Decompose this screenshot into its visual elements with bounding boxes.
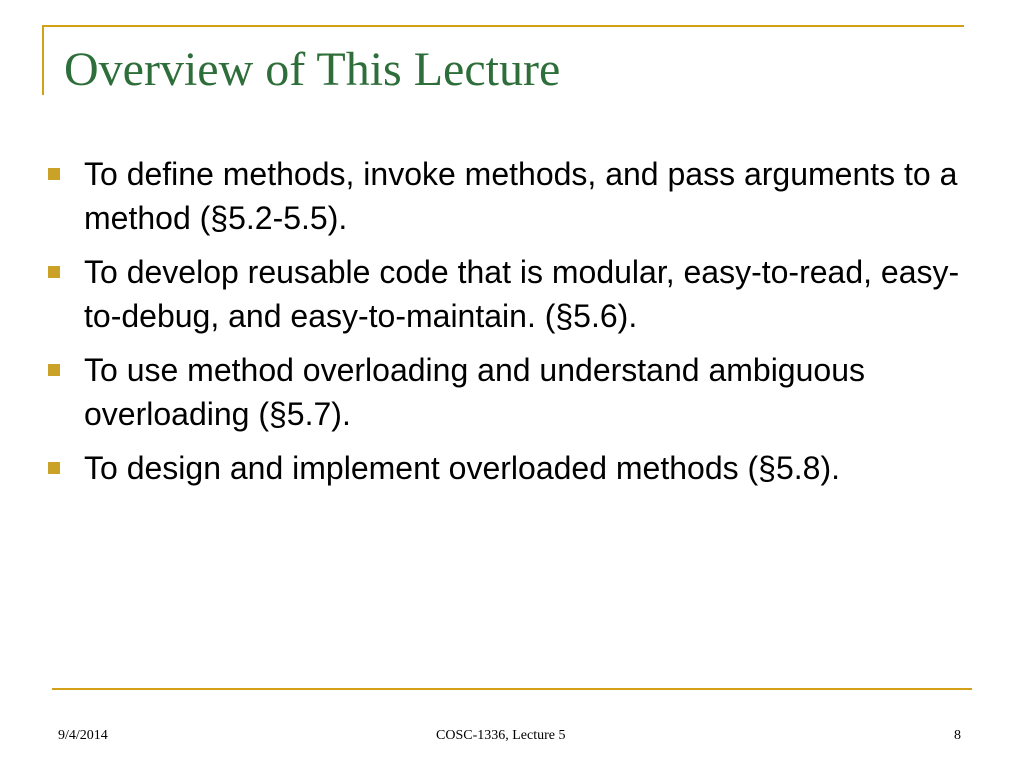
bullet-text: To design and implement overloaded methods (§5.8). bbox=[84, 450, 840, 486]
bullet-list bbox=[44, 152, 994, 500]
bullet-text: To use method overloading and understand ambiguous overloading (§5.7). bbox=[84, 352, 865, 432]
square-bullet-icon bbox=[48, 266, 60, 278]
bullet-item bbox=[44, 348, 994, 436]
slide-number: 8 bbox=[954, 728, 961, 743]
bullet-item bbox=[44, 250, 994, 338]
footer-date: 9/4/2014 bbox=[58, 728, 108, 743]
bullet-item bbox=[44, 152, 994, 240]
title-frame-top-rule bbox=[42, 25, 964, 27]
footer-course: COSC-1336, Lecture 5 bbox=[436, 728, 566, 743]
square-bullet-icon bbox=[48, 462, 60, 474]
square-bullet-icon bbox=[48, 168, 60, 180]
slide-title: Overview of This Lecture bbox=[64, 43, 561, 96]
bullet-text: To develop reusable code that is modular, easy-to-read, easy-to-debug, and easy-to-maintain. (§5.6). bbox=[84, 254, 960, 334]
bullet-item bbox=[44, 446, 994, 490]
square-bullet-icon bbox=[48, 364, 60, 376]
footer-rule bbox=[52, 688, 972, 690]
title-frame-left-rule bbox=[42, 25, 44, 95]
bullet-text: To define methods, invoke methods, and pass arguments to a method (§5.2-5.5). bbox=[84, 156, 958, 236]
